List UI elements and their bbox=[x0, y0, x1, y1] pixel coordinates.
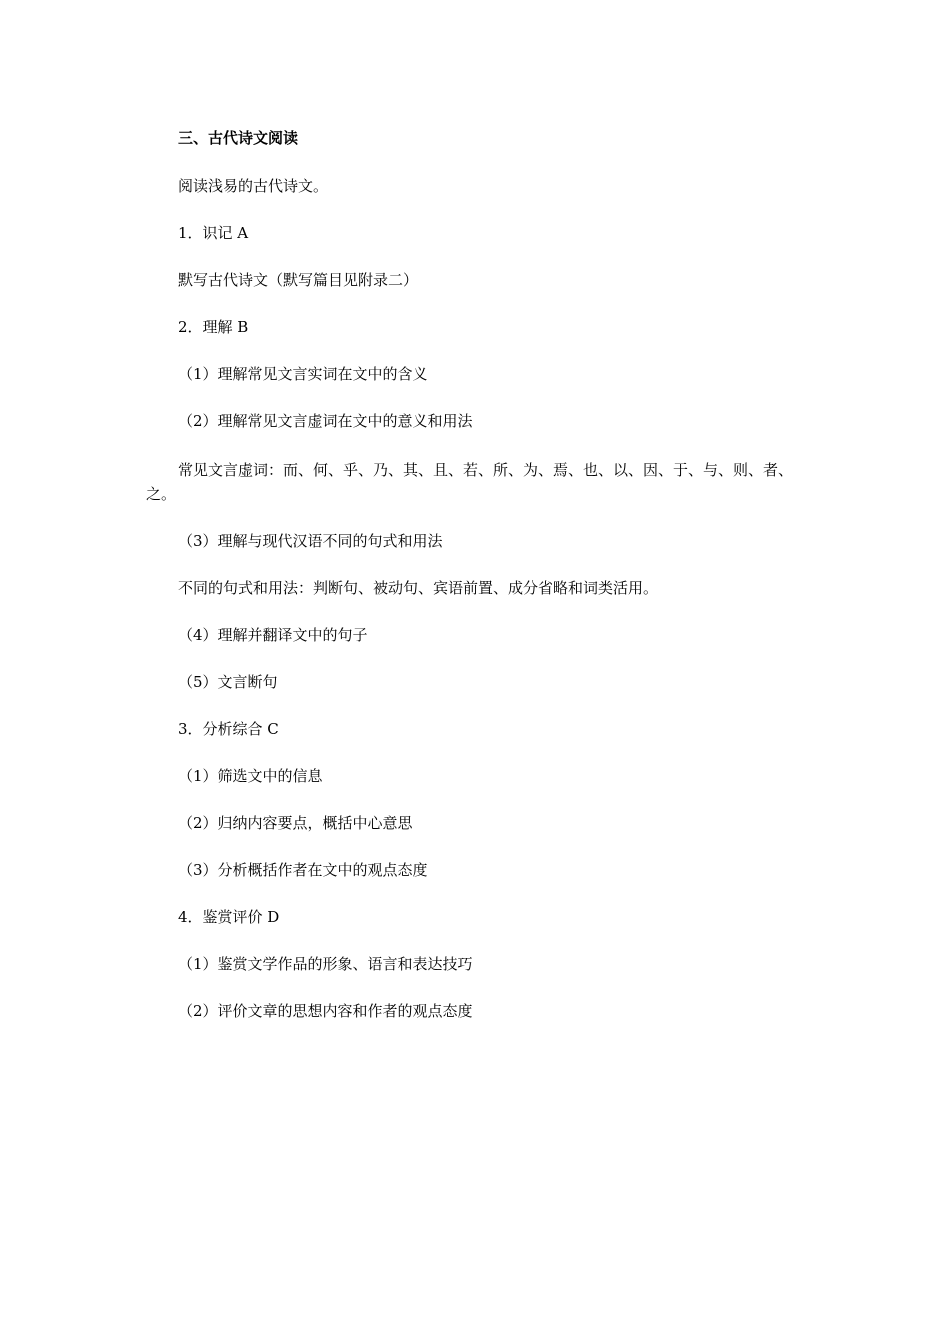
item-analysis-2: （2）归纳内容要点，概括中心意思 bbox=[178, 814, 413, 832]
item-appreciation-heading: 4．鉴赏评价 D bbox=[178, 908, 280, 926]
item-analysis-1: （1）筛选文中的信息 bbox=[178, 767, 323, 785]
function-words-paragraph: 常见文言虚词：而、何、乎、乃、其、且、若、所、为、焉、也、以、因、于、与、则、者、之。 bbox=[146, 461, 794, 503]
item-appreciation-2: （2）评价文章的思想内容和作者的观点态度 bbox=[178, 1002, 473, 1020]
item-understand-4: （4）理解并翻译文中的句子 bbox=[178, 626, 368, 644]
item-recall-heading: 1．识记 A bbox=[178, 224, 249, 242]
section-heading: 三、古代诗文阅读 bbox=[178, 129, 299, 147]
item-understand-3: （3）理解与现代汉语不同的句式和用法 bbox=[178, 532, 443, 550]
item-understand-2: （2）理解常见文言虚词在文中的意义和用法 bbox=[178, 412, 473, 430]
item-analysis-heading: 3．分析综合 C bbox=[178, 720, 279, 738]
item-analysis-3: （3）分析概括作者在文中的观点态度 bbox=[178, 861, 428, 879]
sentence-patterns-paragraph: 不同的句式和用法：判断句、被动句、宾语前置、成分省略和词类活用。 bbox=[178, 579, 659, 597]
item-appreciation-1: （1）鉴赏文学作品的形象、语言和表达技巧 bbox=[178, 955, 473, 973]
section-intro: 阅读浅易的古代诗文。 bbox=[178, 177, 329, 195]
item-understand-1: （1）理解常见文言实词在文中的含义 bbox=[178, 365, 428, 383]
item-understand-heading: 2．理解 B bbox=[178, 318, 249, 336]
item-recall-detail: 默写古代诗文（默写篇目见附录二） bbox=[178, 271, 419, 289]
item-understand-5: （5）文言断句 bbox=[178, 673, 278, 691]
